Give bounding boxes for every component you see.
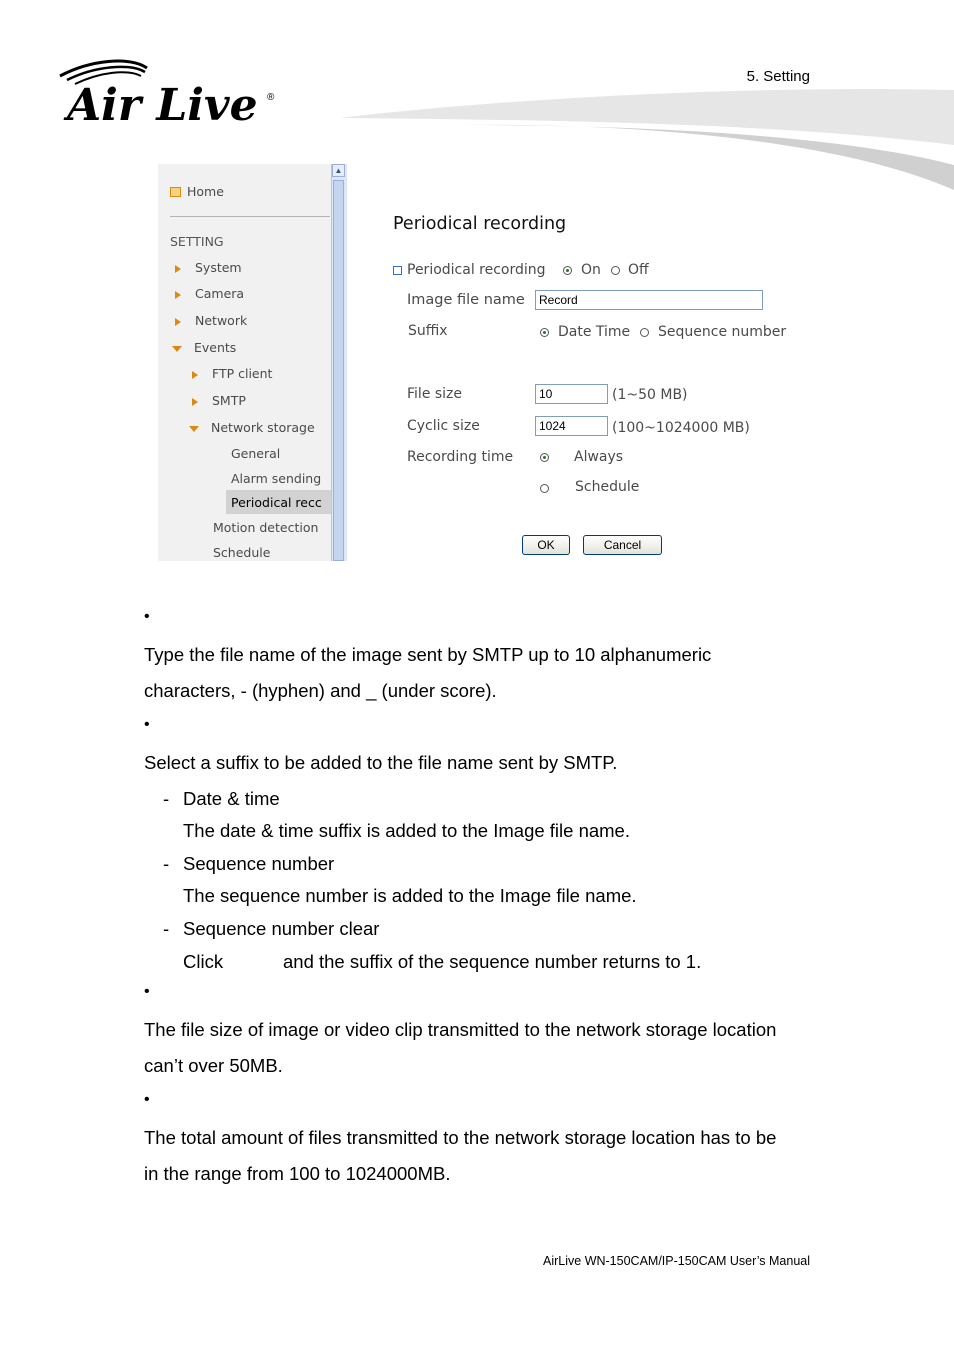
nav-item-schedule[interactable]: Schedule: [213, 545, 271, 560]
file-size-input[interactable]: 10: [535, 384, 608, 404]
nav-item-motion-detection[interactable]: Motion detection: [213, 520, 319, 535]
scroll-up-icon[interactable]: ▲: [332, 164, 345, 177]
collapse-arrow-icon: [172, 346, 182, 352]
suffix-label: Suffix: [408, 323, 448, 339]
file-size-label: File size: [407, 386, 463, 402]
recording-always-radio[interactable]: [540, 453, 549, 462]
image-file-name-input[interactable]: Record: [535, 290, 763, 310]
nav-item-alarm-sending[interactable]: Alarm sending: [231, 471, 322, 486]
collapse-arrow-icon: [189, 426, 199, 432]
bullet-cyclic-size: •: [144, 1091, 150, 1108]
cancel-button[interactable]: Cancel: [583, 535, 662, 555]
header-swoosh: [340, 85, 954, 200]
item-sequence-clear-title: Sequence number clear: [183, 918, 380, 939]
suffix-datetime-label: Date Time: [558, 324, 631, 340]
paragraph-suffix: Select a suffix to be added to the file name sent by SMTP.: [144, 752, 618, 773]
cyclic-size-range: (100~1024000 MB): [612, 420, 750, 436]
section-header: 5. Setting: [746, 68, 810, 85]
nav-item-general[interactable]: General: [231, 446, 281, 461]
cyclic-size-label: Cyclic size: [407, 418, 480, 434]
paragraph-cyclic-size-1: The total amount of files transmitted to the network storage location has to be: [144, 1127, 777, 1148]
periodical-off-label: Off: [628, 262, 649, 278]
paragraph-cyclic-size-2: in the range from 100 to 1024000MB.: [144, 1163, 451, 1184]
item-date-time-title: Date & time: [183, 788, 280, 809]
periodical-recording-label: Periodical recording: [407, 262, 546, 278]
nav-home[interactable]: Home: [170, 184, 224, 199]
expand-arrow-icon: [175, 318, 181, 326]
nav-item-smtp[interactable]: SMTP: [192, 393, 246, 408]
image-file-name-label: Image file name: [407, 292, 525, 308]
recording-time-label: Recording time: [407, 449, 514, 465]
dash-date-time: -: [163, 788, 170, 809]
dash-sequence-clear: -: [163, 918, 170, 939]
cyclic-size-input[interactable]: 1024: [535, 416, 608, 436]
expand-arrow-icon: [192, 371, 198, 379]
periodical-on-radio[interactable]: [563, 266, 572, 275]
nav-divider: [170, 216, 330, 217]
bullet-image-file-name: •: [144, 608, 150, 625]
svg-text:®: ®: [267, 92, 275, 103]
recording-schedule-label: Schedule: [575, 479, 640, 495]
item-sequence-clear-desc: and the suffix of the sequence number returns to 1.: [283, 951, 702, 972]
nav-item-periodical-recording[interactable]: Periodical recc: [231, 495, 322, 510]
expand-arrow-icon: [175, 265, 181, 273]
item-sequence-number-desc: The sequence number is added to the Image file name.: [183, 885, 637, 906]
svg-text:Air Live: Air Live: [67, 80, 258, 128]
item-date-time-desc: The date & time suffix is added to the Image file name.: [183, 820, 630, 841]
paragraph-image-file-name-2: characters, - (hyphen) and _ (under score).: [144, 680, 497, 701]
expand-arrow-icon: [192, 398, 198, 406]
file-size-range: (1~50 MB): [612, 387, 688, 403]
nav-item-events[interactable]: Events: [172, 340, 236, 355]
nav-item-ftp-client[interactable]: FTP client: [192, 366, 272, 381]
expand-arrow-icon: [175, 291, 181, 299]
nav-setting-heading: SETTING: [170, 234, 224, 249]
page-footer: AirLive WN-150CAM/IP-150CAM User’s Manual: [543, 1254, 810, 1268]
nav-item-network-storage[interactable]: Network storage: [189, 420, 315, 435]
suffix-sequence-label: Sequence number: [658, 324, 787, 340]
nav-item-camera[interactable]: Camera: [175, 286, 244, 301]
paragraph-file-size-1: The file size of image or video clip transmitted to the network storage location: [144, 1019, 777, 1040]
paragraph-image-file-name-1: Type the file name of the image sent by SMTP up to 10 alphanumeric: [144, 644, 712, 665]
nav-item-network[interactable]: Network: [175, 313, 247, 328]
item-sequence-number-title: Sequence number: [183, 853, 335, 874]
item-sequence-clear-click: Click: [183, 951, 224, 972]
suffix-sequence-radio[interactable]: [640, 328, 649, 337]
periodical-checkbox[interactable]: [393, 266, 402, 275]
home-icon: [170, 187, 181, 197]
recording-schedule-radio[interactable]: [540, 484, 549, 493]
ok-button[interactable]: OK: [522, 535, 570, 555]
recording-always-label: Always: [574, 449, 624, 465]
nav-item-system[interactable]: System: [175, 260, 242, 275]
dash-sequence-number: -: [163, 853, 170, 874]
form-title: Periodical recording: [393, 214, 567, 234]
periodical-on-label: On: [581, 262, 601, 278]
paragraph-file-size-2: can’t over 50MB.: [144, 1055, 283, 1076]
bullet-suffix: •: [144, 716, 150, 733]
periodical-off-radio[interactable]: [611, 266, 620, 275]
bullet-file-size: •: [144, 983, 150, 1000]
airlive-logo: [55, 58, 285, 128]
nav-scrollbar-thumb[interactable]: [333, 180, 344, 561]
settings-nav-panel: [158, 164, 331, 561]
suffix-datetime-radio[interactable]: [540, 328, 549, 337]
